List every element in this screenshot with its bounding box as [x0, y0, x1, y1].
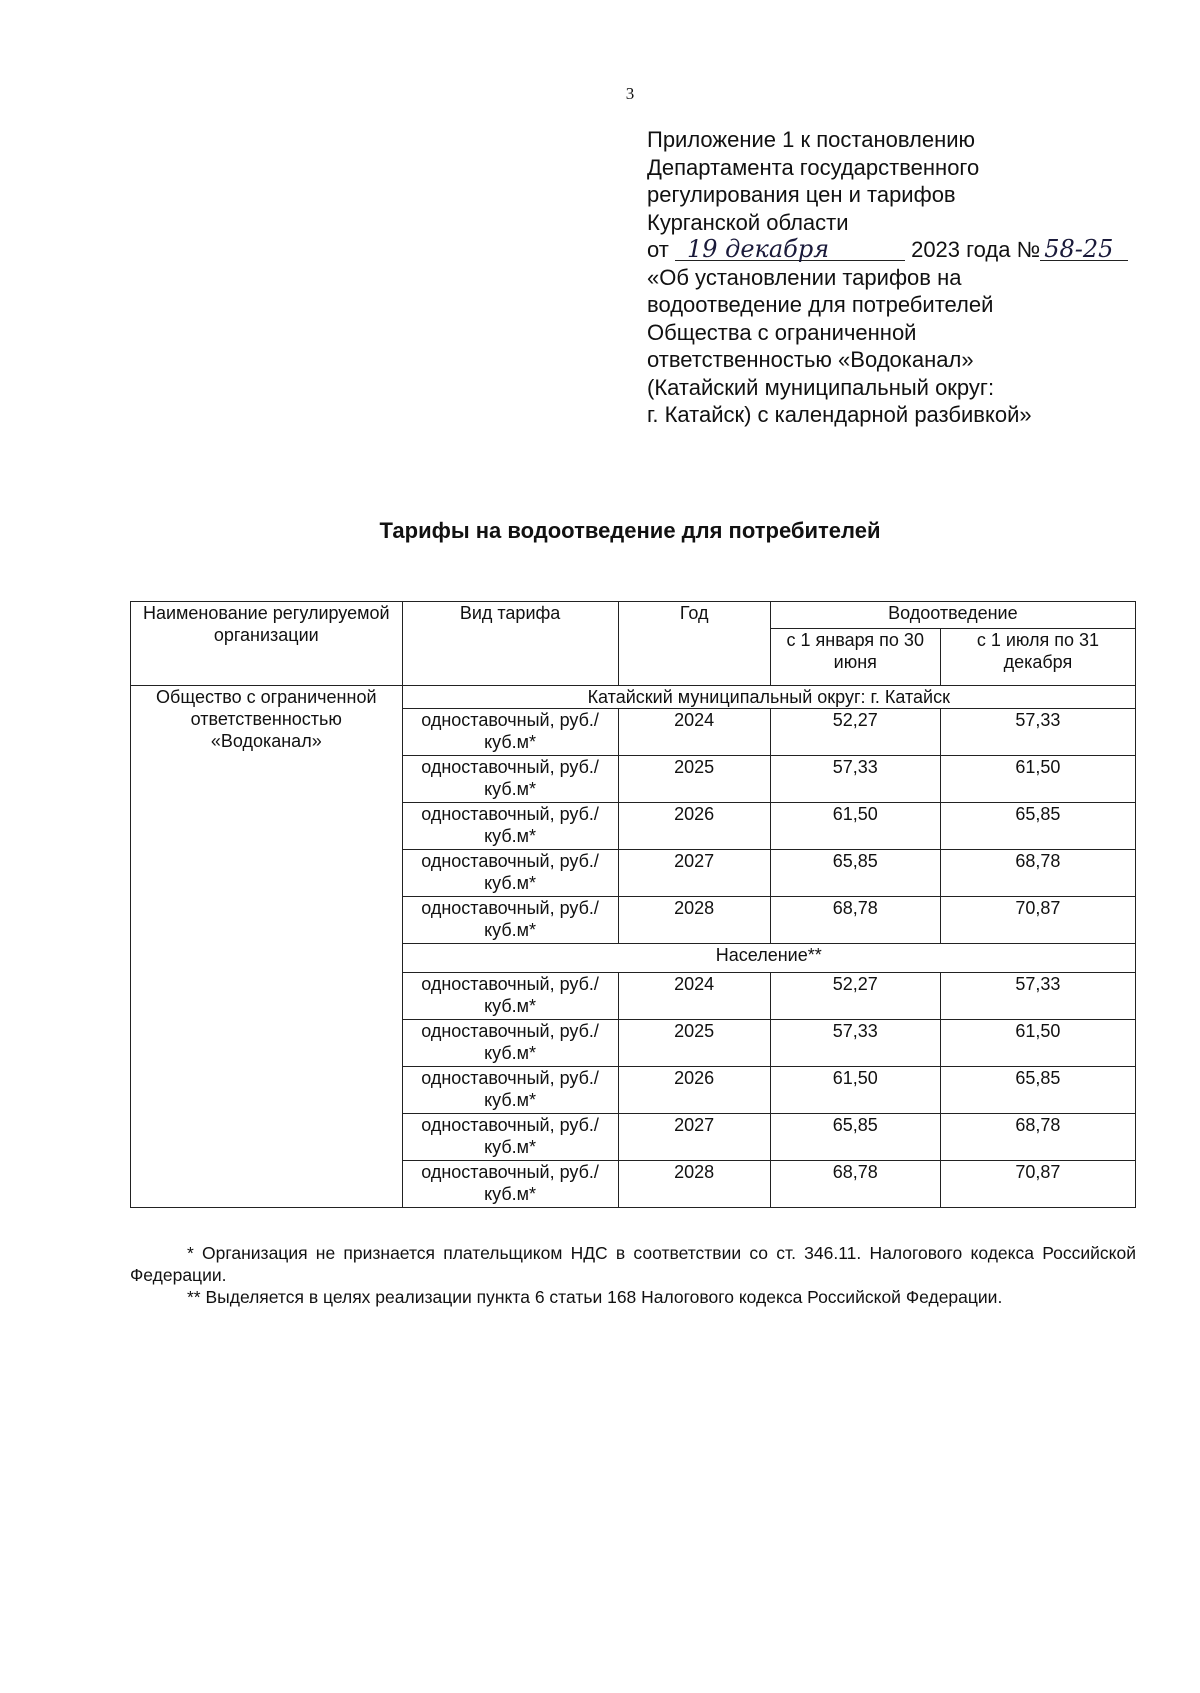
- cell-year: 2025: [618, 1020, 770, 1067]
- cell-year: 2026: [618, 803, 770, 850]
- cell-tariff-type: одноставочный, руб./куб.м*: [402, 1067, 618, 1114]
- cell-period-1: 65,85: [770, 1114, 940, 1161]
- cell-tariff-type: одноставочный, руб./куб.м*: [402, 756, 618, 803]
- tariff-table: [130, 601, 1136, 1208]
- appendix-line: Департамента государственного: [647, 154, 980, 180]
- appendix-line: Приложение 1 к постановлению: [647, 127, 976, 152]
- cell-year: 2024: [618, 709, 770, 756]
- cell-period-2: 68,78: [940, 850, 1135, 897]
- cell-period-1: 68,78: [770, 1161, 940, 1208]
- cell-year: 2024: [618, 973, 770, 1020]
- appendix-title-line: ответственностью «Водоканал»: [647, 347, 974, 372]
- cell-period-2: 65,85: [940, 803, 1135, 850]
- footnote: ** Выделяется в целях реализации пункта 6 статьи 168 Налогового кодекса Российской Федерации.: [187, 1287, 1003, 1307]
- section-title: Население**: [402, 944, 1135, 973]
- appendix-date-line: [647, 236, 1117, 264]
- cell-period-2: 57,33: [940, 973, 1135, 1020]
- header-tariff-type: Вид тарифа: [402, 602, 618, 686]
- appendix-block: [647, 126, 1117, 429]
- date-prefix: от: [647, 237, 669, 262]
- cell-tariff-type: одноставочный, руб./куб.м*: [402, 1114, 618, 1161]
- header-group: Водоотведение: [770, 602, 1135, 629]
- appendix-title-line: «Об установлении тарифов на: [647, 264, 962, 290]
- year-text: 2023 года №: [911, 237, 1041, 262]
- page-number: 3: [625, 84, 635, 103]
- cell-tariff-type: одноставочный, руб./куб.м*: [402, 1020, 618, 1067]
- cell-period-1: 57,33: [770, 1020, 940, 1067]
- header-period-2: с 1 июля по 31 декабря: [940, 629, 1135, 686]
- document-title: Тарифы на водоотведение для потребителей: [379, 518, 881, 543]
- appendix-title-line: водоотведение для потребителей: [647, 292, 994, 317]
- header-period-1: с 1 января по 30 июня: [770, 629, 940, 686]
- cell-period-1: 61,50: [770, 803, 940, 850]
- cell-tariff-type: одноставочный, руб./куб.м*: [402, 897, 618, 944]
- cell-year: 2028: [618, 1161, 770, 1208]
- cell-period-1: 68,78: [770, 897, 940, 944]
- section-row: [131, 686, 1136, 709]
- cell-period-1: 52,27: [770, 973, 940, 1020]
- cell-year: 2026: [618, 1067, 770, 1114]
- footnote: * Организация не признается плательщиком НДС в соответствии со ст. 346.11. Налогового кодекса Российской Федерации.: [130, 1243, 1136, 1285]
- handwritten-number: 58-25: [1040, 238, 1128, 261]
- cell-period-2: 57,33: [940, 709, 1135, 756]
- header-year: Год: [618, 602, 770, 686]
- cell-period-2: 68,78: [940, 1114, 1135, 1161]
- appendix-title-line: г. Катайск) с календарной разбивкой»: [647, 402, 1032, 427]
- organization-cell: Общество с ограниченной ответственностью «Водоканал»: [131, 686, 403, 1208]
- cell-tariff-type: одноставочный, руб./куб.м*: [402, 709, 618, 756]
- cell-period-1: 57,33: [770, 756, 940, 803]
- cell-period-1: 65,85: [770, 850, 940, 897]
- cell-year: 2025: [618, 756, 770, 803]
- cell-period-2: 70,87: [940, 1161, 1135, 1208]
- appendix-title-line: (Катайский муниципальный округ:: [647, 374, 995, 400]
- footnotes: [130, 1242, 1136, 1308]
- table-header-row: [131, 602, 1136, 629]
- handwritten-date: 19 декабря: [675, 238, 905, 261]
- cell-tariff-type: одноставочный, руб./куб.м*: [402, 1161, 618, 1208]
- cell-tariff-type: одноставочный, руб./куб.м*: [402, 973, 618, 1020]
- header-org: Наименование регулируемой организации: [131, 602, 403, 686]
- cell-period-1: 52,27: [770, 709, 940, 756]
- cell-period-2: 61,50: [940, 1020, 1135, 1067]
- appendix-title-line: Общества с ограниченной: [647, 319, 917, 345]
- cell-period-1: 61,50: [770, 1067, 940, 1114]
- cell-tariff-type: одноставочный, руб./куб.м*: [402, 850, 618, 897]
- cell-period-2: 61,50: [940, 756, 1135, 803]
- cell-year: 2027: [618, 850, 770, 897]
- cell-tariff-type: одноставочный, руб./куб.м*: [402, 803, 618, 850]
- appendix-line: Курганской области: [647, 209, 849, 235]
- cell-period-2: 70,87: [940, 897, 1135, 944]
- appendix-line: регулирования цен и тарифов: [647, 182, 956, 207]
- cell-year: 2028: [618, 897, 770, 944]
- section-title: Катайский муниципальный округ: г. Катайск: [402, 686, 1135, 709]
- cell-year: 2027: [618, 1114, 770, 1161]
- cell-period-2: 65,85: [940, 1067, 1135, 1114]
